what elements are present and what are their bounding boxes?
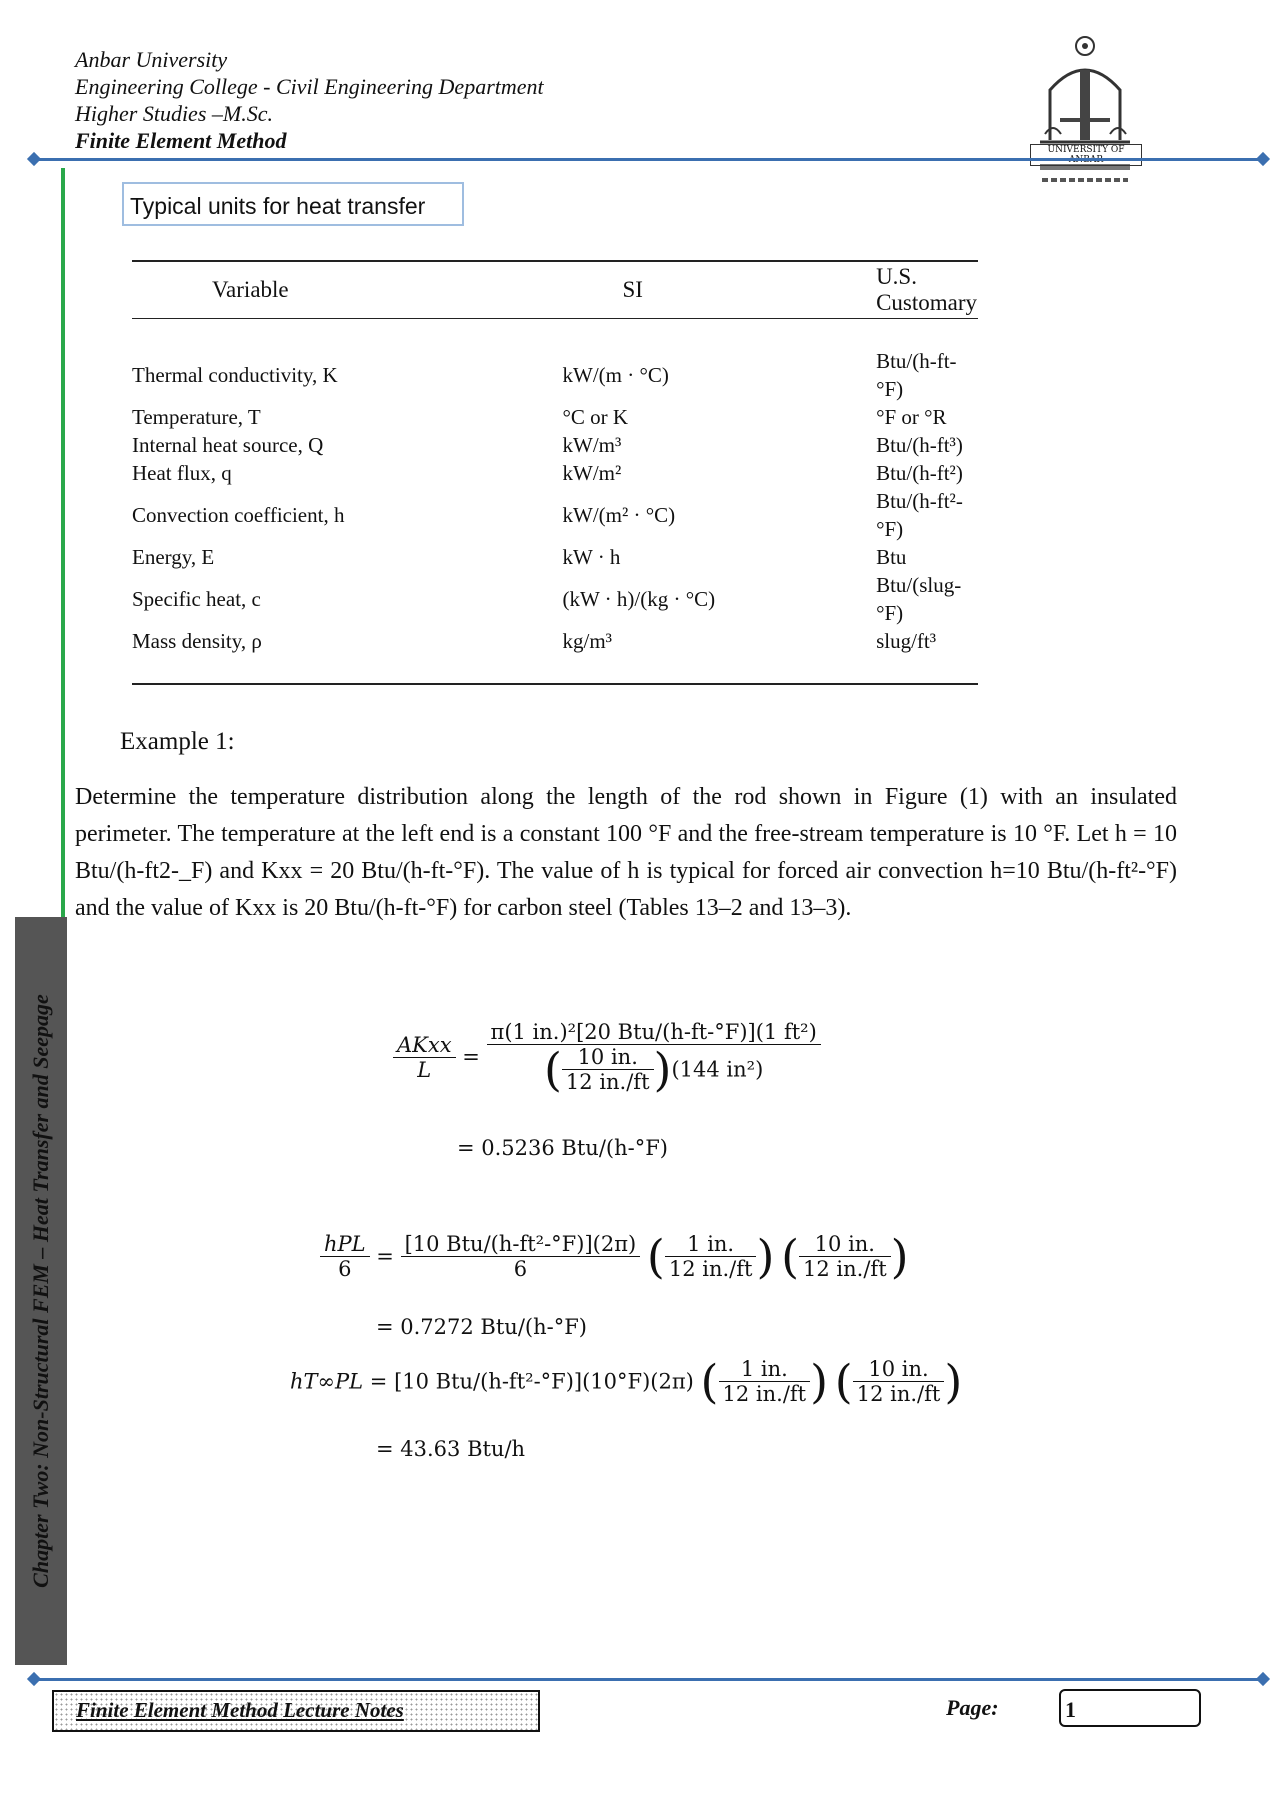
- eq2-rhs-den: 6: [513, 1257, 528, 1281]
- eq2-lhs-num: hPL: [320, 1232, 370, 1257]
- university-logo: [1030, 30, 1140, 195]
- cell-us: Btu: [876, 545, 907, 569]
- cell-si: kW · h: [562, 545, 621, 569]
- equation-2-result: = 0.7272 Btu/(h-°F): [376, 1315, 587, 1339]
- cell-us: Btu/(h-ft-°F): [876, 349, 957, 401]
- eq2-f1-num: 1 in.: [665, 1232, 757, 1257]
- eq3-f2-num: 10 in.: [853, 1357, 945, 1382]
- cell-us: slug/ft³: [876, 629, 937, 653]
- page-label: Page:: [946, 1695, 999, 1720]
- footer-rule: [35, 1678, 1265, 1681]
- equation-1: $\frac{\text{AKxx}}{L}$ = π(1 in.)²[20 Btu/(h-ft-°F)](1 ft²) ( $\frac{10 in.}{12 in./ft}$ )(144 in²): [393, 1020, 821, 1094]
- col-header-si: SI: [563, 261, 877, 319]
- cell-si: kW/m²: [562, 461, 622, 485]
- cell-variable: Internal heat source, Q: [132, 433, 324, 457]
- eq1-lhs-num: AKxx: [393, 1033, 456, 1058]
- equation-1-result: = 0.5236 Btu/(h-°F): [457, 1136, 668, 1160]
- table-row: [132, 347, 978, 403]
- cell-si: kg/m³: [562, 629, 612, 653]
- units-table: [132, 260, 978, 685]
- cell-variable: Convection coefficient, h: [132, 503, 345, 527]
- cell-variable: Heat flux, q: [132, 461, 232, 485]
- table-row: [132, 487, 978, 543]
- equation-3: hT∞PL = [10 Btu/(h-ft²-°F)](10°F)(2π) ( $\frac{1 in.}{12 in./ft}$ ) ( $\frac{10 in.}{12 in./ft}$ ): [290, 1354, 963, 1409]
- cell-variable: Energy, E: [132, 545, 215, 569]
- header-rule: [35, 158, 1265, 161]
- left-accent-bar: [61, 168, 65, 926]
- cell-us: Btu/(h-ft²): [876, 461, 963, 485]
- footer-rule-left-diamond: [27, 1672, 41, 1686]
- table-row: [132, 627, 978, 655]
- header-studies: Higher Studies –M.Sc.: [75, 101, 273, 126]
- equation-2: $\frac{\text{hPL}}{6}$ = $\frac{\text{[10 Btu/(h-ft²-°F)](2π)}}{6}$ ( $\frac{1 in.}{12 in./ft}$ ) ( $\frac{10 in.}{12 in./ft}$ ): [320, 1232, 909, 1281]
- eq3-rhs: [10 Btu/(h-ft²-°F)](10°F)(2π): [394, 1369, 694, 1394]
- units-table-title: Typical units for heat transfer: [122, 182, 464, 226]
- cell-variable: Mass density, ρ: [132, 629, 262, 653]
- cell-si: kW/(m² · °C): [562, 503, 676, 527]
- cell-si: °C or K: [562, 405, 629, 429]
- footer-notes-box: [52, 1690, 540, 1732]
- eq1-lhs-den: L: [417, 1057, 432, 1082]
- eq2-lhs-den: 6: [338, 1257, 352, 1281]
- eq1-rhs-num: π(1 in.)²[20 Btu/(h-ft-°F)](1 ft²): [487, 1020, 821, 1045]
- cell-us: Btu/(h-ft³): [876, 433, 963, 457]
- col-header-variable: Variable: [132, 261, 563, 319]
- eq2-rhs-num: [10 Btu/(h-ft²-°F)](2π): [401, 1232, 641, 1257]
- eq2-f2-den: 12 in./ft: [803, 1257, 887, 1281]
- cell-us: Btu/(slug-°F): [876, 573, 962, 625]
- example-heading: Example 1:: [120, 728, 235, 755]
- footer-rule-right-diamond: [1256, 1672, 1270, 1686]
- eq3-f1-den: 12 in./ft: [722, 1382, 807, 1406]
- example-paragraph: Determine the temperature distribution along the length of the rod shown in Figure (1) with an insulated perimeter. The temperature at the left end is a constant 100 °F and the free-stream temperature is 10 °F. Let h = 10 Btu/(h-ft2-_F) and Kxx = 20 Btu/(h-ft-°F). The value of h is typical for forced air convection h=10 Btu/(h-ft²-°F) and the value of Kxx is 20 Btu/(h-ft-°F) for carbon steel (Tables 13–2 and 13–3).: [75, 784, 1177, 921]
- header-rule-left-diamond: [27, 152, 41, 166]
- cell-si: kW/m³: [562, 433, 622, 457]
- cell-variable: Thermal conductivity, K: [132, 363, 338, 387]
- header-rule-right-diamond: [1256, 152, 1270, 166]
- eq1-den-frac-num: 10 in.: [562, 1045, 654, 1070]
- chapter-side-text: Chapter Two: Non-Structural FEM – Heat Transfer and Seepage: [28, 994, 53, 1588]
- cell-si: (kW · h)/(kg · °C): [562, 587, 716, 611]
- table-row: [132, 543, 978, 571]
- cell-us: Btu/(h-ft²-°F): [876, 489, 963, 541]
- equation-3-result: = 43.63 Btu/h: [376, 1437, 526, 1461]
- cell-si: kW/(m · °C): [562, 363, 669, 387]
- eq3-lhs: hT∞PL =: [290, 1369, 388, 1394]
- col-header-us: U.S. Customary: [876, 261, 978, 319]
- footer-notes-text: Finite Element Method Lecture Notes: [76, 1698, 404, 1722]
- cell-variable: Temperature, T: [132, 405, 261, 429]
- logo-caption: UNIVERSITY OF: [1030, 144, 1142, 166]
- eq1-den-tail: (144 in²): [671, 1057, 764, 1082]
- cell-variable: Specific heat, c: [132, 587, 261, 611]
- eq3-f1-num: 1 in.: [719, 1357, 811, 1382]
- table-row: [132, 571, 978, 627]
- page-number: 1: [1059, 1689, 1201, 1727]
- eq3-f2-den: 12 in./ft: [856, 1382, 941, 1406]
- header-college: Engineering College - Civil Engineering Department: [75, 74, 544, 99]
- table-row: [132, 403, 978, 431]
- cell-us: °F or °R: [876, 405, 947, 429]
- eq2-f1-den: 12 in./ft: [668, 1257, 753, 1281]
- table-row: [132, 459, 978, 487]
- eq1-den-frac-den: 12 in./ft: [565, 1070, 650, 1094]
- eq2-f2-num: 10 in.: [799, 1232, 891, 1257]
- header-course: Finite Element Method: [75, 128, 287, 153]
- table-row: [132, 431, 978, 459]
- header-university: Anbar University: [75, 47, 228, 72]
